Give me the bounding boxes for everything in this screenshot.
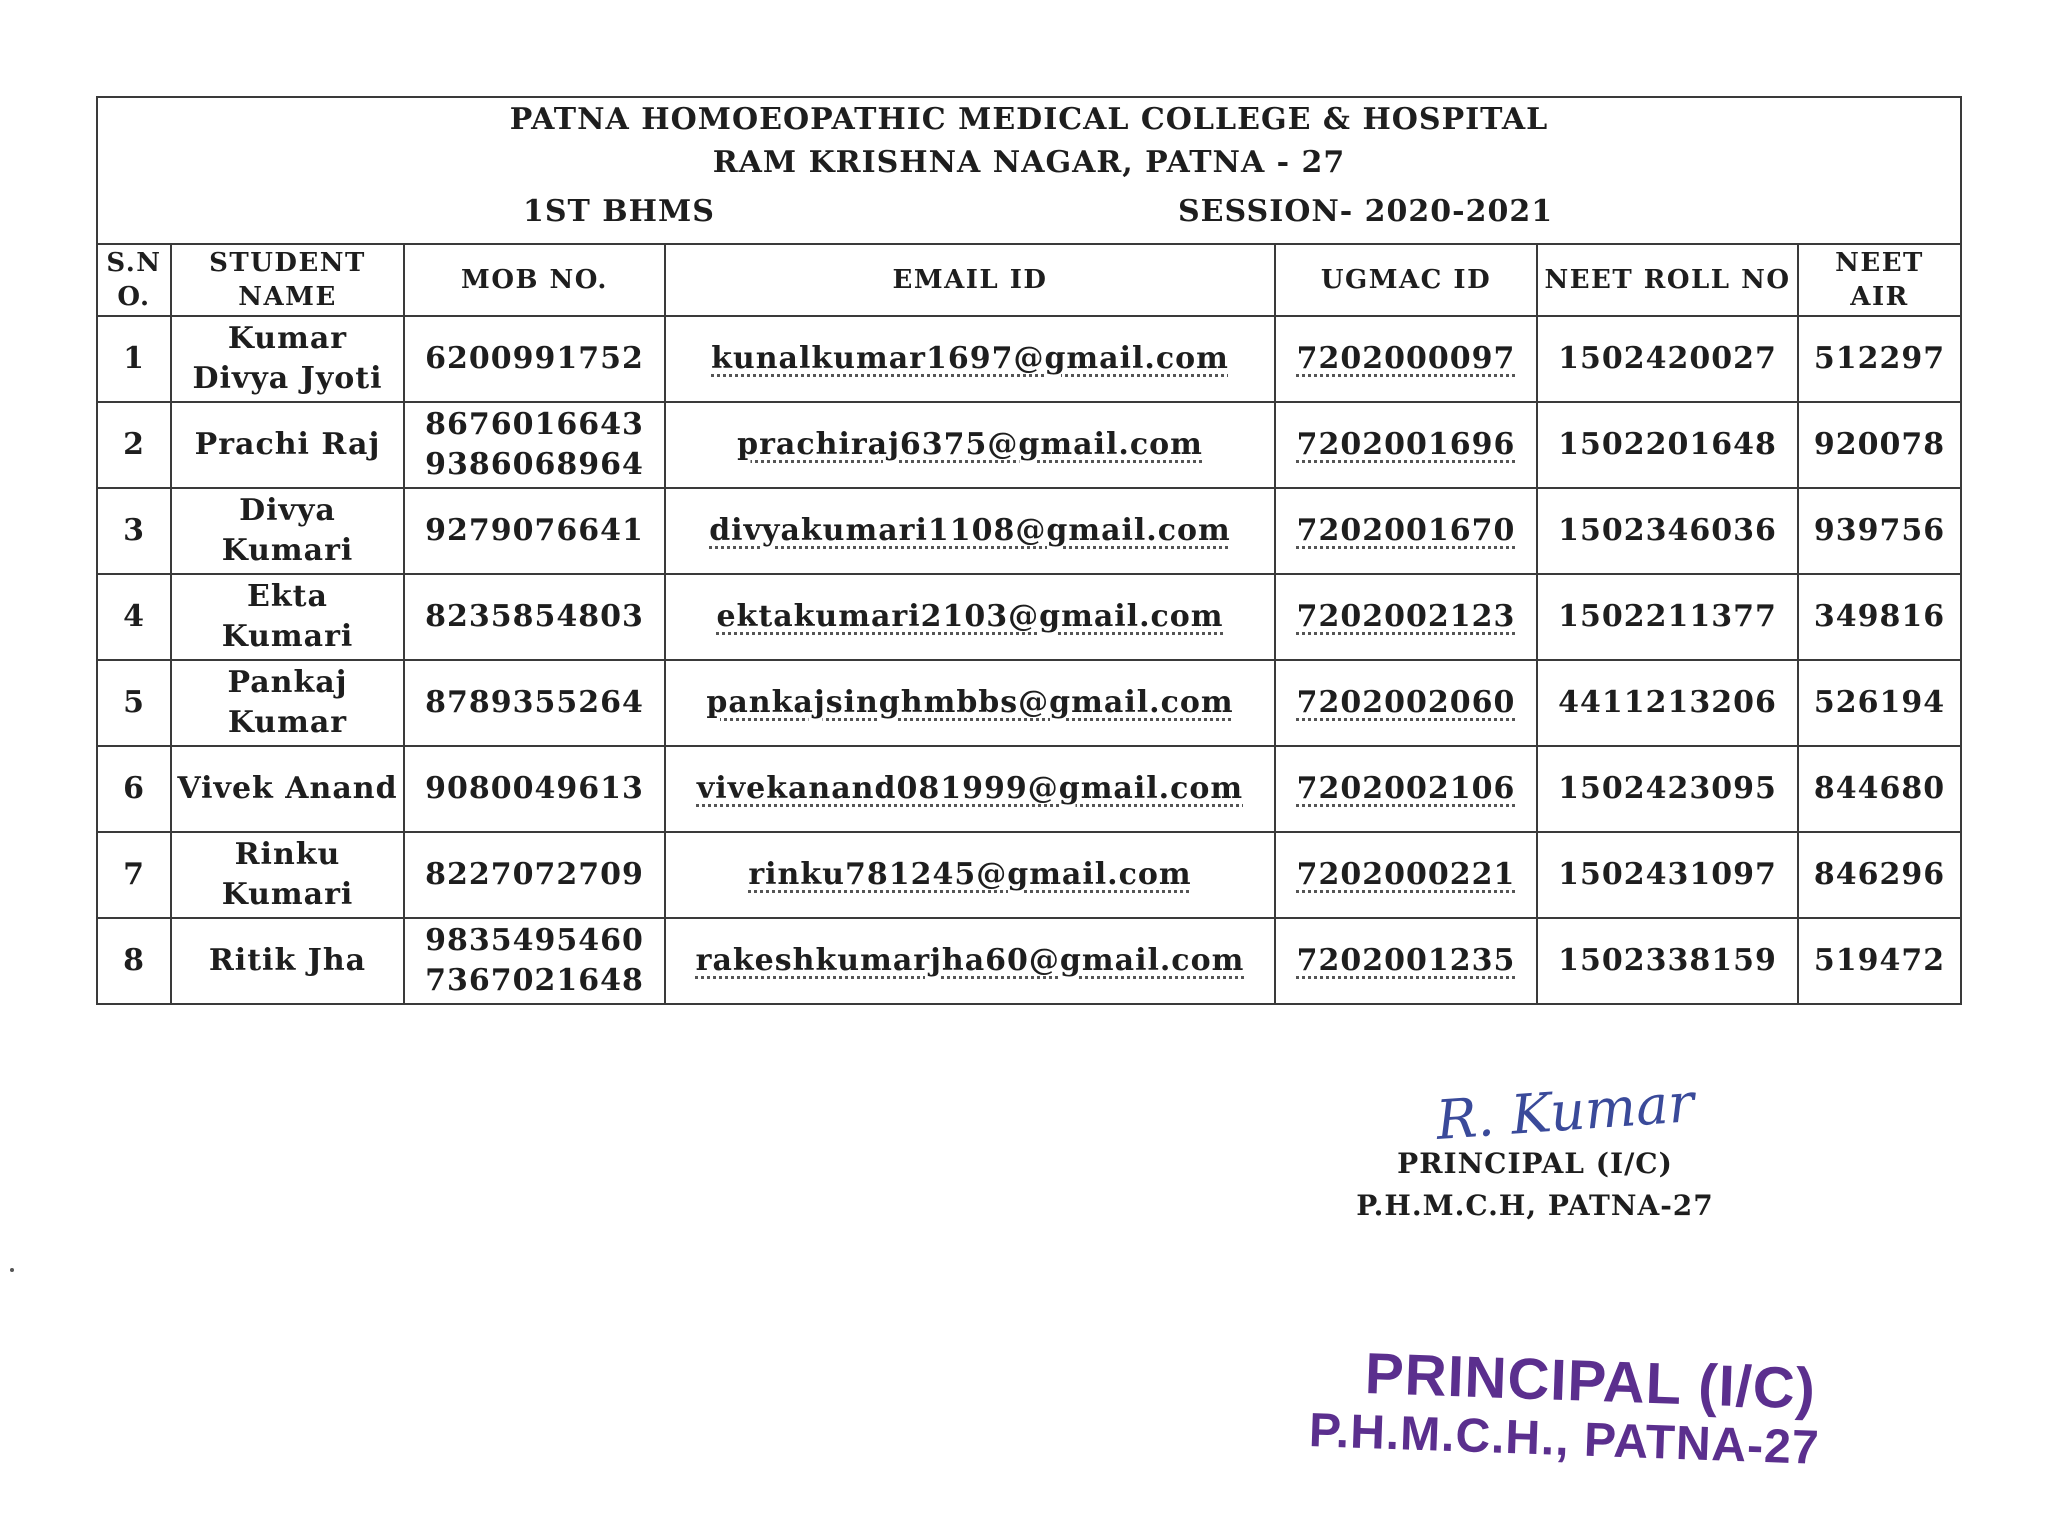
handwritten-signature: R. Kumar xyxy=(1434,1071,1696,1152)
cell-name: Pankaj Kumar xyxy=(171,660,404,746)
session-label: SESSION- 2020-2021 xyxy=(1178,194,1554,229)
course-label: 1ST BHMS xyxy=(523,194,715,229)
cell-email[interactable]: vivekanand081999@gmail.com xyxy=(665,746,1275,832)
cell-email[interactable]: rakeshkumarjha60@gmail.com xyxy=(665,918,1275,1004)
column-header-row xyxy=(97,244,1961,316)
cell-sno: 7 xyxy=(97,832,171,918)
signature-block xyxy=(1300,1071,1770,1227)
cell-name: Ekta Kumari xyxy=(171,574,404,660)
cell-sno: 5 xyxy=(97,660,171,746)
cell-neet-air: 844680 xyxy=(1798,746,1961,832)
cell-neet-air: 846296 xyxy=(1798,832,1961,918)
college-name: PATNA HOMOEOPATHIC MEDICAL COLLEGE & HOSPITAL xyxy=(509,102,1549,137)
cell-name: Rinku Kumari xyxy=(171,832,404,918)
cell-sno: 6 xyxy=(97,746,171,832)
cell-mob: 8676016643 9386068964 xyxy=(404,402,665,488)
table-header xyxy=(97,97,1961,244)
cell-neet-roll: 1502420027 xyxy=(1537,316,1798,402)
cell-mob: 8227072709 xyxy=(404,832,665,918)
col-neet-roll-no: NEET ROLL NO xyxy=(1537,244,1798,316)
table-row xyxy=(97,746,1961,832)
cell-mob: 9835495460 7367021648 xyxy=(404,918,665,1004)
col-student-name: STUDENT NAME xyxy=(171,244,404,316)
cell-name: Kumar Divya Jyoti xyxy=(171,316,404,402)
cell-mob: 8789355264 xyxy=(404,660,665,746)
cell-name: Vivek Anand xyxy=(171,746,404,832)
table-row xyxy=(97,402,1961,488)
cell-neet-roll: 1502346036 xyxy=(1537,488,1798,574)
signatory-title: PRINCIPAL (I/C) xyxy=(1397,1147,1673,1180)
cell-name: Divya Kumari xyxy=(171,488,404,574)
cell-sno: 4 xyxy=(97,574,171,660)
table-row xyxy=(97,832,1961,918)
cell-name: Prachi Raj xyxy=(171,402,404,488)
table-row xyxy=(97,660,1961,746)
cell-ugmac: 7202001670 xyxy=(1275,488,1537,574)
cell-neet-air: 519472 xyxy=(1798,918,1961,1004)
stamp-line-2: P.H.M.C.H., PATNA-27 xyxy=(1308,1404,1821,1475)
cell-ugmac: 7202000097 xyxy=(1275,316,1537,402)
principal-stamp xyxy=(1308,1341,1823,1477)
cell-email[interactable]: pankajsinghmbbs@gmail.com xyxy=(665,660,1275,746)
cell-neet-air: 512297 xyxy=(1798,316,1961,402)
cell-ugmac: 7202002106 xyxy=(1275,746,1537,832)
cell-email[interactable]: prachiraj6375@gmail.com xyxy=(665,402,1275,488)
cell-name: Ritik Jha xyxy=(171,918,404,1004)
student-table xyxy=(96,96,1962,1005)
cell-mob: 6200991752 xyxy=(404,316,665,402)
col-email-id: EMAIL ID xyxy=(665,244,1275,316)
cell-sno: 2 xyxy=(97,402,171,488)
table-row xyxy=(97,574,1961,660)
table-row xyxy=(97,316,1961,402)
cell-neet-air: 939756 xyxy=(1798,488,1961,574)
stamp-line-1: PRINCIPAL (I/C) xyxy=(1363,1341,1818,1422)
cell-neet-roll: 1502211377 xyxy=(1537,574,1798,660)
cell-mob: 8235854803 xyxy=(404,574,665,660)
col-sno: S.N O. xyxy=(97,244,171,316)
college-address: RAM KRISHNA NAGAR, PATNA - 27 xyxy=(712,145,1346,180)
cell-ugmac: 7202002123 xyxy=(1275,574,1537,660)
document-sheet xyxy=(96,96,1960,1005)
signatory-office: P.H.M.C.H, PATNA-27 xyxy=(1356,1189,1714,1222)
cell-sno: 1 xyxy=(97,316,171,402)
cell-ugmac: 7202000221 xyxy=(1275,832,1537,918)
cell-email[interactable]: divyakumari1108@gmail.com xyxy=(665,488,1275,574)
cell-ugmac: 7202001696 xyxy=(1275,402,1537,488)
cell-ugmac: 7202002060 xyxy=(1275,660,1537,746)
scan-speck xyxy=(10,1268,14,1272)
col-neet-air: NEET AIR xyxy=(1798,244,1961,316)
col-mob-no: MOB NO. xyxy=(404,244,665,316)
cell-ugmac: 7202001235 xyxy=(1275,918,1537,1004)
col-ugmac-id: UGMAC ID xyxy=(1275,244,1537,316)
cell-neet-roll: 1502201648 xyxy=(1537,402,1798,488)
cell-email[interactable]: ektakumari2103@gmail.com xyxy=(665,574,1275,660)
cell-mob: 9279076641 xyxy=(404,488,665,574)
cell-email[interactable]: kunalkumar1697@gmail.com xyxy=(665,316,1275,402)
cell-neet-roll: 4411213206 xyxy=(1537,660,1798,746)
cell-email[interactable]: rinku781245@gmail.com xyxy=(665,832,1275,918)
cell-neet-roll: 1502431097 xyxy=(1537,832,1798,918)
cell-neet-roll: 1502423095 xyxy=(1537,746,1798,832)
table-row xyxy=(97,488,1961,574)
cell-mob: 9080049613 xyxy=(404,746,665,832)
cell-neet-air: 920078 xyxy=(1798,402,1961,488)
cell-neet-air: 349816 xyxy=(1798,574,1961,660)
table-row xyxy=(97,918,1961,1004)
cell-neet-air: 526194 xyxy=(1798,660,1961,746)
cell-sno: 8 xyxy=(97,918,171,1004)
cell-sno: 3 xyxy=(97,488,171,574)
cell-neet-roll: 1502338159 xyxy=(1537,918,1798,1004)
